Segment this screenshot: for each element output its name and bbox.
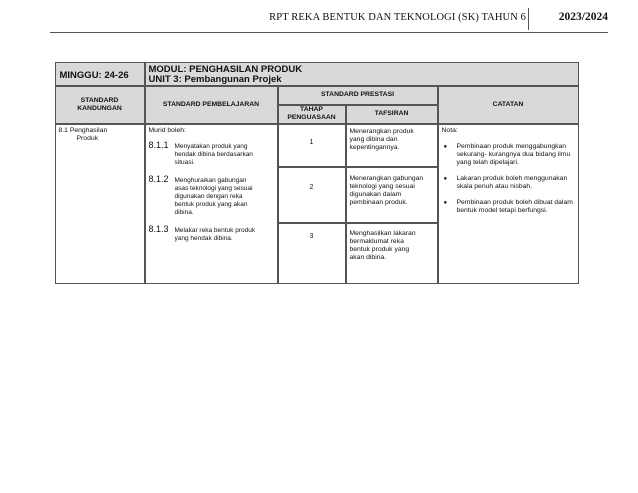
note-item xyxy=(442,143,575,167)
catatan-cell xyxy=(438,124,579,284)
header-rule xyxy=(50,32,608,33)
note-text: Pembinaan produk boleh dibuat dalam bentuk model tetapi berfungsi. xyxy=(456,198,573,214)
sp-intro: Murid boleh: xyxy=(148,126,186,134)
bullet-icon: ● xyxy=(443,199,448,206)
tahap-value: 2 xyxy=(309,183,314,191)
header-tafsiran xyxy=(346,105,438,124)
tafsiran-text: Menerangkan gabungan teknologi yang sesuai digunakan dalam pembinaan produk. xyxy=(349,174,424,206)
tahap-cell xyxy=(278,223,346,284)
tafsiran-text: Menerangkan produk yang dibina dan kepentingannya. xyxy=(349,127,414,151)
header-catatan-label: CATATAN xyxy=(492,100,524,108)
header-sk-label: STANDARD KANDUNGAN xyxy=(77,96,122,112)
sp-item-text: Menghuraikan gabungan asas teknologi yang sesuai digunakan dengan reka bentuk produk yang akan dibina. xyxy=(174,176,253,216)
standard-pembelajaran-cell xyxy=(145,124,278,284)
header-tahap-label: TAHAP PENGUASAAN xyxy=(287,106,336,121)
tahap-value: 1 xyxy=(309,138,314,146)
header-prestasi-label: STANDARD PRESTASI xyxy=(320,91,394,98)
header-sp-label: STANDARD PEMBELAJARAN xyxy=(162,100,260,108)
note-item xyxy=(442,175,575,191)
modul-cell xyxy=(145,62,579,86)
tafsiran-cell xyxy=(346,124,438,167)
sp-item-code: 8.1.1 xyxy=(148,139,169,150)
bullet-icon: ● xyxy=(443,143,448,150)
document-title: RPT REKA BENTUK DAN TEKNOLOGI (SK) TAHUN 6 xyxy=(269,12,526,23)
unit-title: UNIT 3: Pembangunan Projek xyxy=(148,73,282,85)
bullet-icon: ● xyxy=(443,175,448,182)
tafsiran-cell xyxy=(346,223,438,284)
sk-code: 8.1 Penghasilan xyxy=(58,126,108,134)
note-item xyxy=(442,199,575,215)
sp-item xyxy=(149,175,274,217)
sp-item-text: Melakar reka bentuk produk yang hendak dibina. xyxy=(174,226,256,242)
tahap-cell xyxy=(278,124,346,167)
page-header xyxy=(0,0,638,36)
catatan-label: Nota: xyxy=(441,126,458,134)
sp-item-text: Menyatakan produk yang hendak dibina berdasarkan situasi. xyxy=(174,142,253,166)
sk-label: Produk xyxy=(76,134,99,142)
header-catatan xyxy=(438,86,579,124)
header-standard-pembelajaran xyxy=(145,86,278,124)
tafsiran-text: Menghasilkan lakaran bermaklumat reka bentuk produk yang akan dibina. xyxy=(349,229,416,261)
header-tahap-penguasaan xyxy=(278,105,346,124)
tafsiran-cell xyxy=(346,167,438,223)
tahap-value: 3 xyxy=(309,232,314,240)
sp-item xyxy=(149,141,274,167)
header-tafsiran-label: TAFSIRAN xyxy=(374,110,409,117)
sp-item xyxy=(149,225,274,243)
modul-title: MODUL: PENGHASILAN PRODUK xyxy=(148,63,303,75)
session-year: 2023/2024 xyxy=(558,11,608,23)
sp-item-code: 8.1.2 xyxy=(148,173,169,184)
tahap-cell xyxy=(278,167,346,223)
header-standard-kandungan xyxy=(55,86,145,124)
note-text: Lakaran produk boleh menggunakan skala penuh atau nisbah. xyxy=(456,174,568,190)
header-standard-prestasi xyxy=(278,86,438,105)
minggu-cell: MINGGU: 24-26 xyxy=(55,62,145,86)
standard-kandungan-cell xyxy=(55,124,145,284)
note-text: Pembinaan produk menggabungkan sekurang- kurangnya dua bidang ilmu yang telah dipelajari. xyxy=(456,142,571,166)
header-separator xyxy=(528,8,529,30)
sp-item-code: 8.1.3 xyxy=(148,223,169,234)
